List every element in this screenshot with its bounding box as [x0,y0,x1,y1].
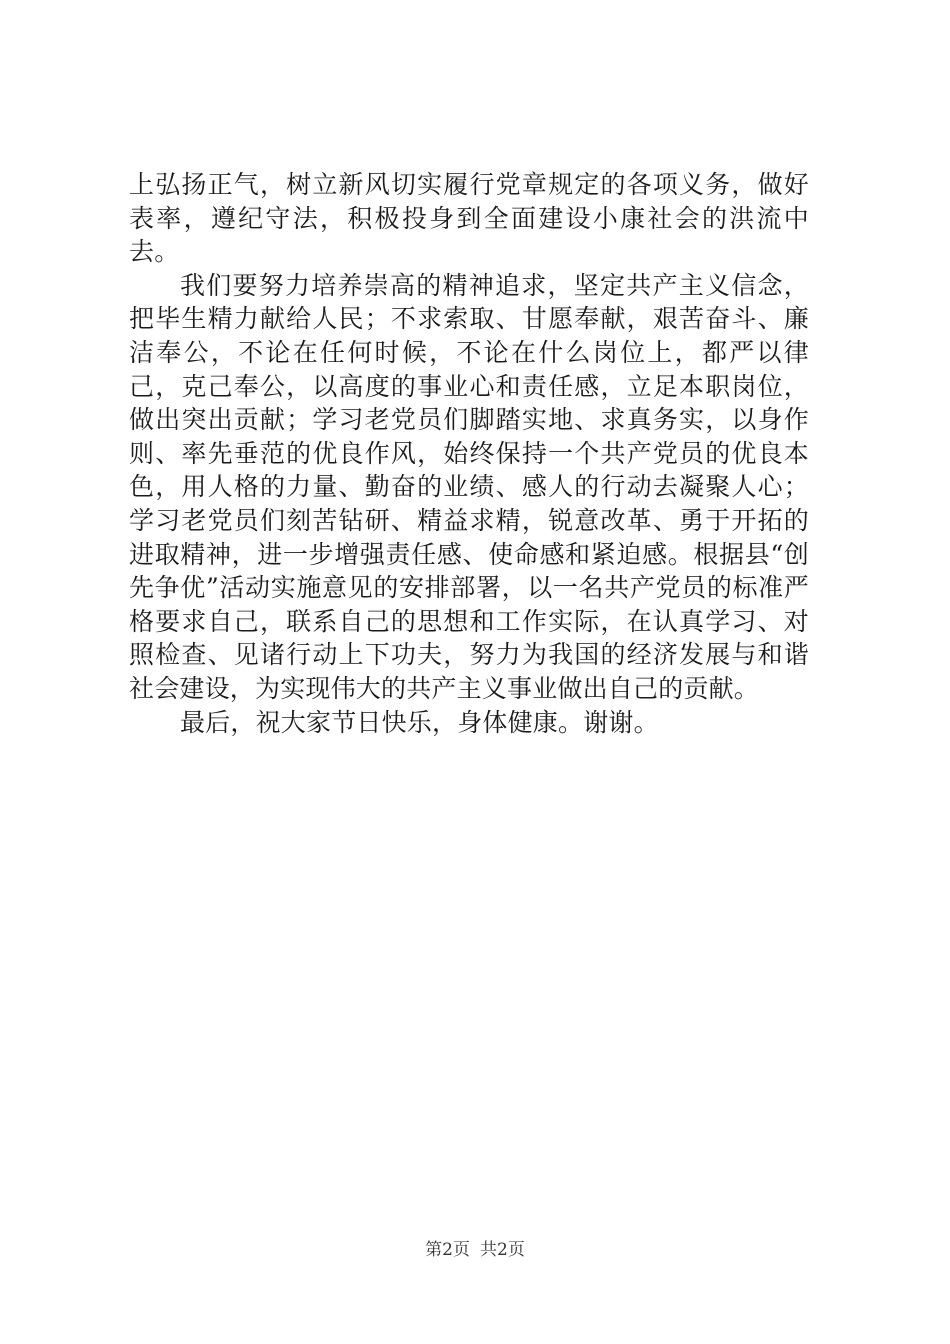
page-total: 共2页 [480,1240,525,1260]
document-body [129,168,809,739]
page-footer [0,1239,950,1261]
paragraph-continuation: 上弘扬正气，树立新风切实履行党章规定的各项义务，做好表率，遵纪守法，积极投身到全面建设小康社会的洪流中去。 [129,170,809,267]
page-number: 第2页 [425,1240,470,1260]
paragraph-main: 我们要努力培养崇高的精神追求，坚定共产主义信念，把毕生精力献给人民；不求索取、甘愿奉献，艰苦奋斗、廉洁奉公，不论在任何时候，不论在什么岗位上，都严以律己，克己奉公，以高度的事业心和责任感，立足本职岗位，做出突出贡献；学习老党员们脚踏实地、求真务实，以身作则、率先垂范的优良作风，始终保持一个共产党员的优良本色，用人格的力量、勤奋的业绩、感人的行动去凝聚人心；学习老党员们刻苦钻研、精益求精，锐意改革、勇于开拓的进取精神，进一步增强责任感、使命感和紧迫感。根据县“创先争优”活动实施意见的安排部署，以一名共产党员的标准严格要求自己，联系自己的思想和工作实际，在认真学习、对照检查、见诸行动上下功夫，努力为我国的经济发展与和谐社会建设，为实现伟大的共产主义事业做出自己的贡献。 [129,270,809,703]
paragraph-closing: 最后，祝大家节日快乐，身体健康。谢谢。 [180,707,659,737]
